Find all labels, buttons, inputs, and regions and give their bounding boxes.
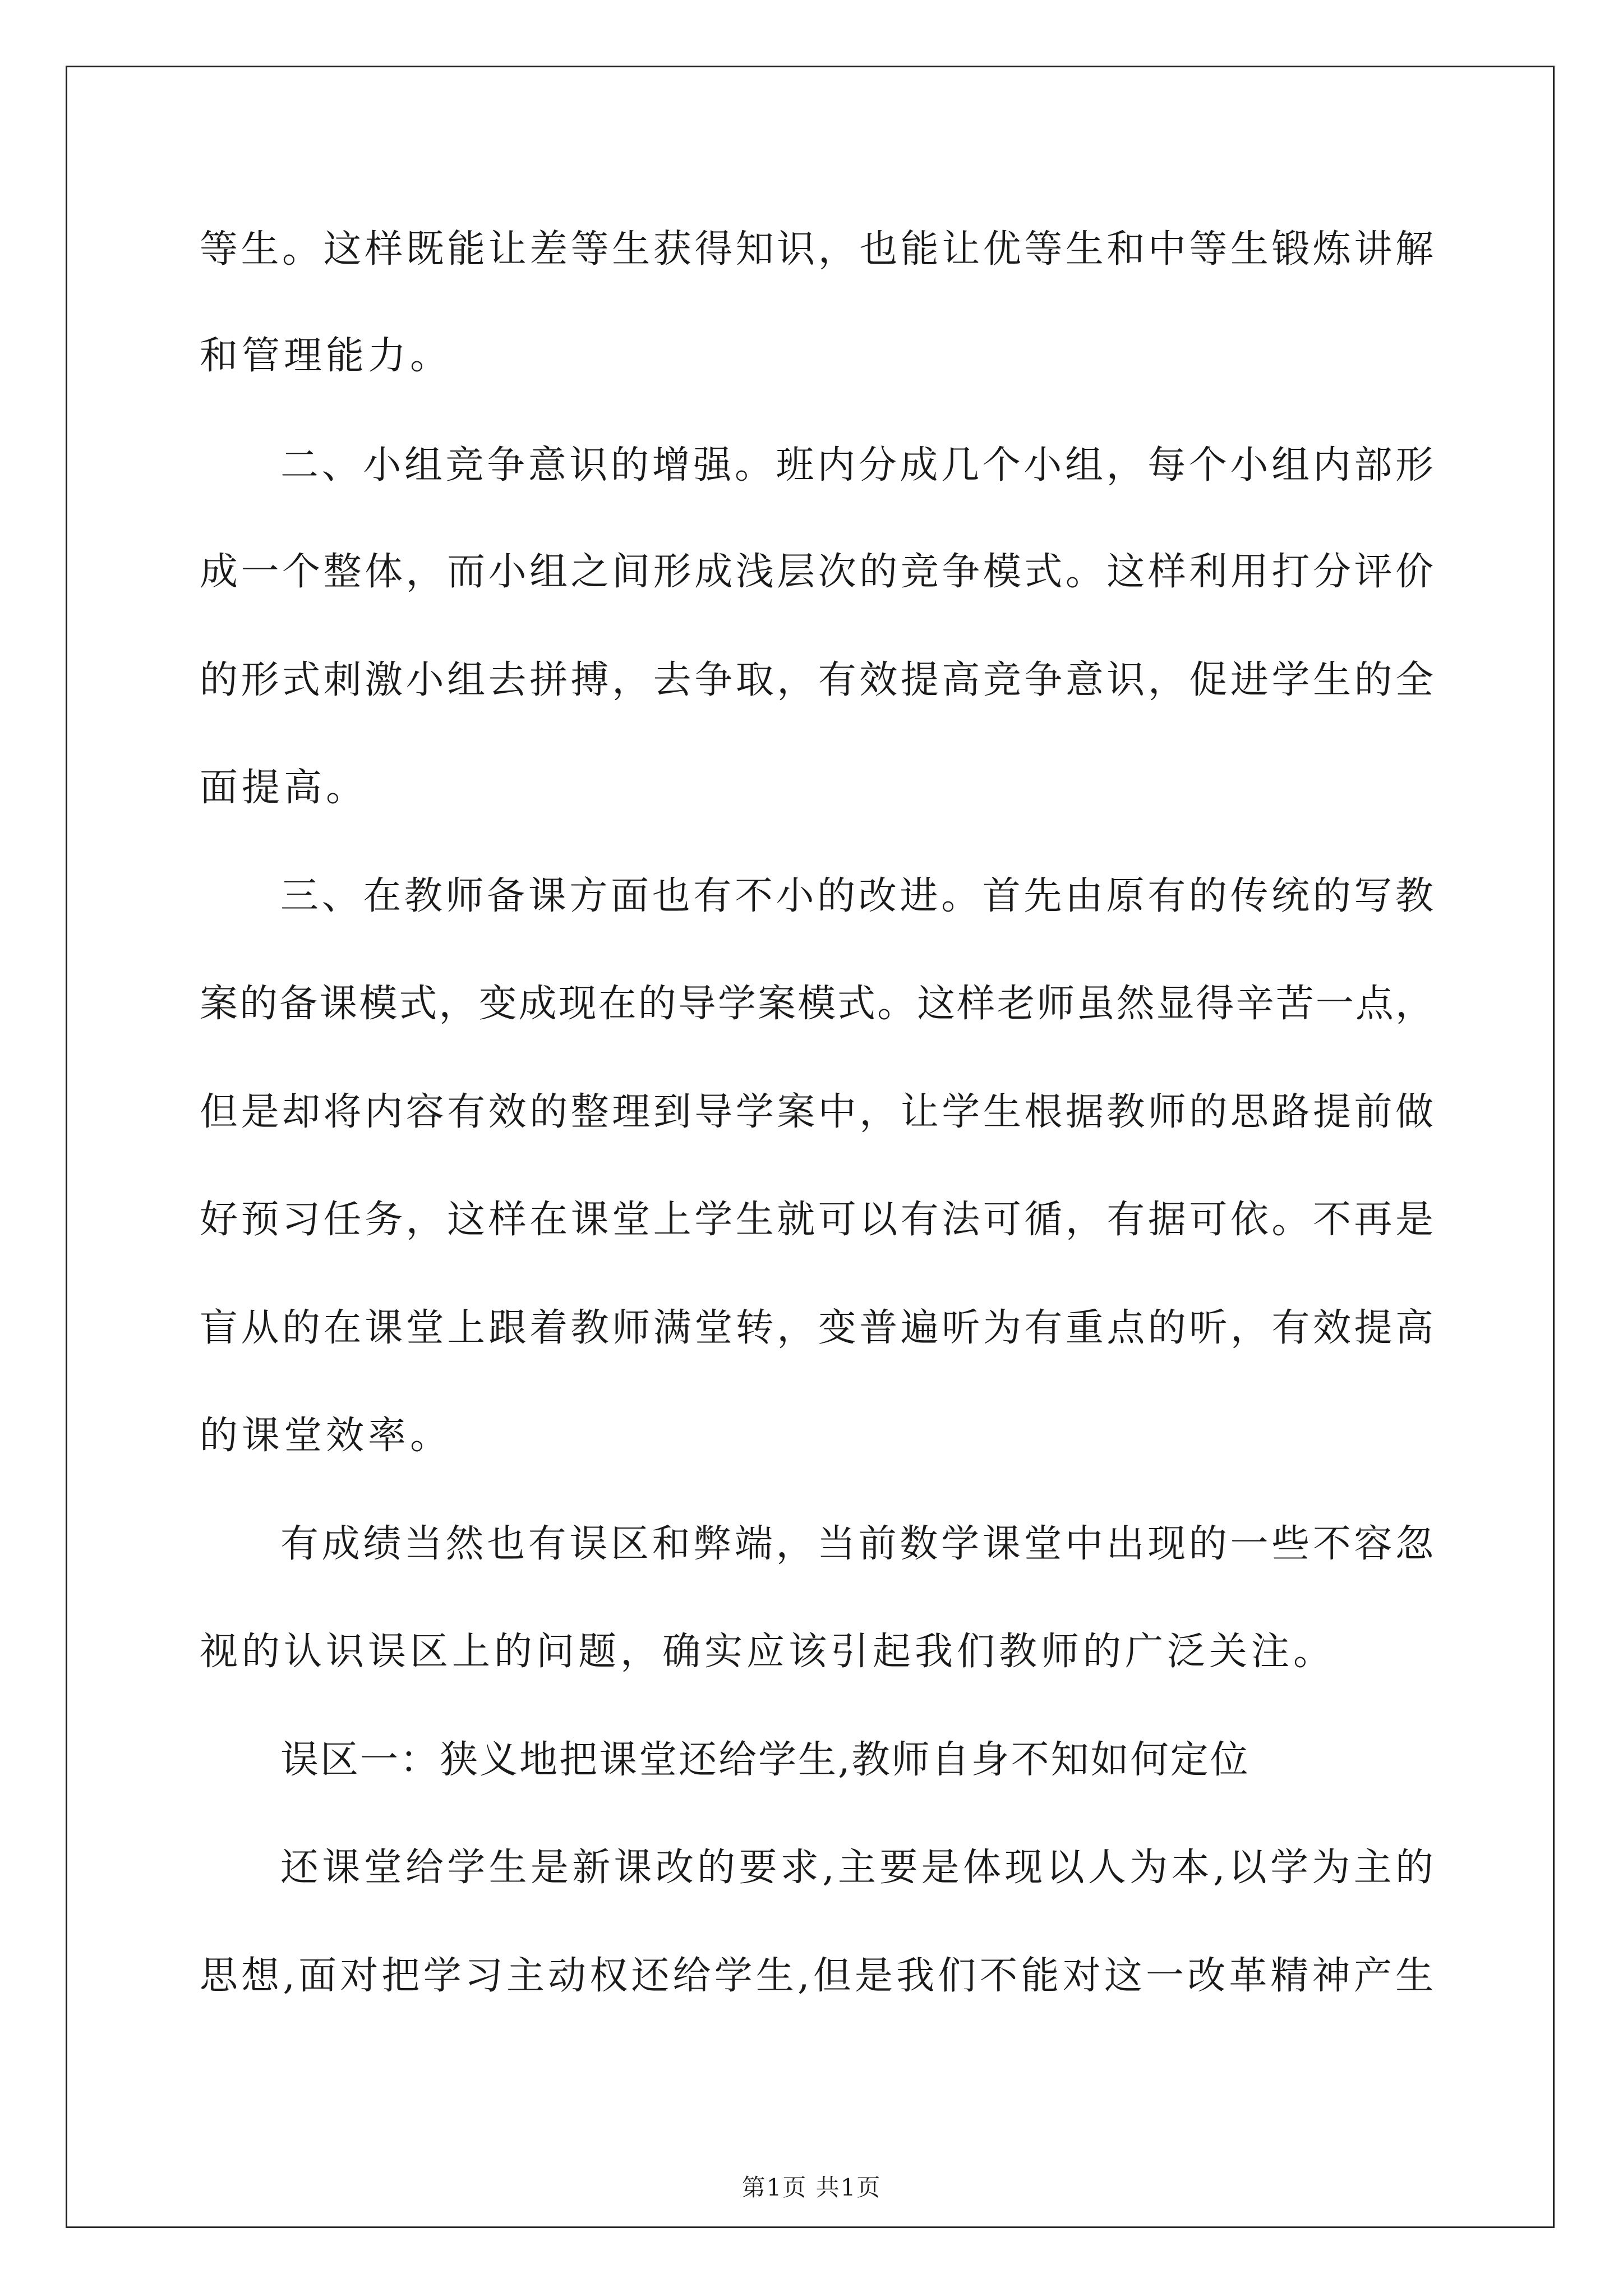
text-line: 但是却将内容有效的整理到导学案中，让学生根据教师的思路提前做 xyxy=(200,1090,1433,1134)
page-border xyxy=(66,66,1555,2228)
text-line: 二、小组竞争意识的增强。班内分成几个小组，每个小组内部形 xyxy=(280,443,1433,487)
text-line: 思想,面对把学习主动权还给学生,但是我们不能对这一改革精神产生 xyxy=(200,1954,1433,1998)
text-line: 还课堂给学生是新课改的要求,主要是体现以人为本,以学为主的 xyxy=(280,1846,1433,1890)
text-line: 成一个整体，而小组之间形成浅层次的竞争模式。这样利用打分评价 xyxy=(200,550,1433,594)
text-line: 好预习任务，这样在课堂上学生就可以有法可循，有据可依。不再是 xyxy=(200,1198,1433,1242)
text-line: 盲从的在课堂上跟着教师满堂转，变普遍听为有重点的听，有效提高 xyxy=(200,1306,1433,1350)
text-line: 面提高。 xyxy=(200,766,368,810)
text-line: 三、在教师备课方面也有不小的改进。首先由原有的传统的写教 xyxy=(280,874,1433,918)
text-line: 的课堂效率。 xyxy=(200,1414,453,1458)
text-line: 案的备课模式，变成现在的导学案模式。这样老师虽然显得辛苦一点， xyxy=(200,982,1433,1026)
text-line: 和管理能力。 xyxy=(200,334,453,378)
page-number: 第1页 共1页 xyxy=(741,2174,882,2201)
text-line: 的形式刺激小组去拼搏，去争取，有效提高竞争意识，促进学生的全 xyxy=(200,658,1433,702)
text-line: 有成绩当然也有误区和弊端，当前数学课堂中出现的一些不容忽 xyxy=(280,1522,1433,1566)
text-line: 误区一：狭义地把课堂还给学生,教师自身不知如何定位 xyxy=(280,1738,1250,1782)
text-line: 视的认识误区上的问题，确实应该引起我们教师的广泛关注。 xyxy=(200,1630,1336,1674)
text-line: 等生。这样既能让差等生获得知识，也能让优等生和中等生锻炼讲解 xyxy=(200,227,1433,272)
